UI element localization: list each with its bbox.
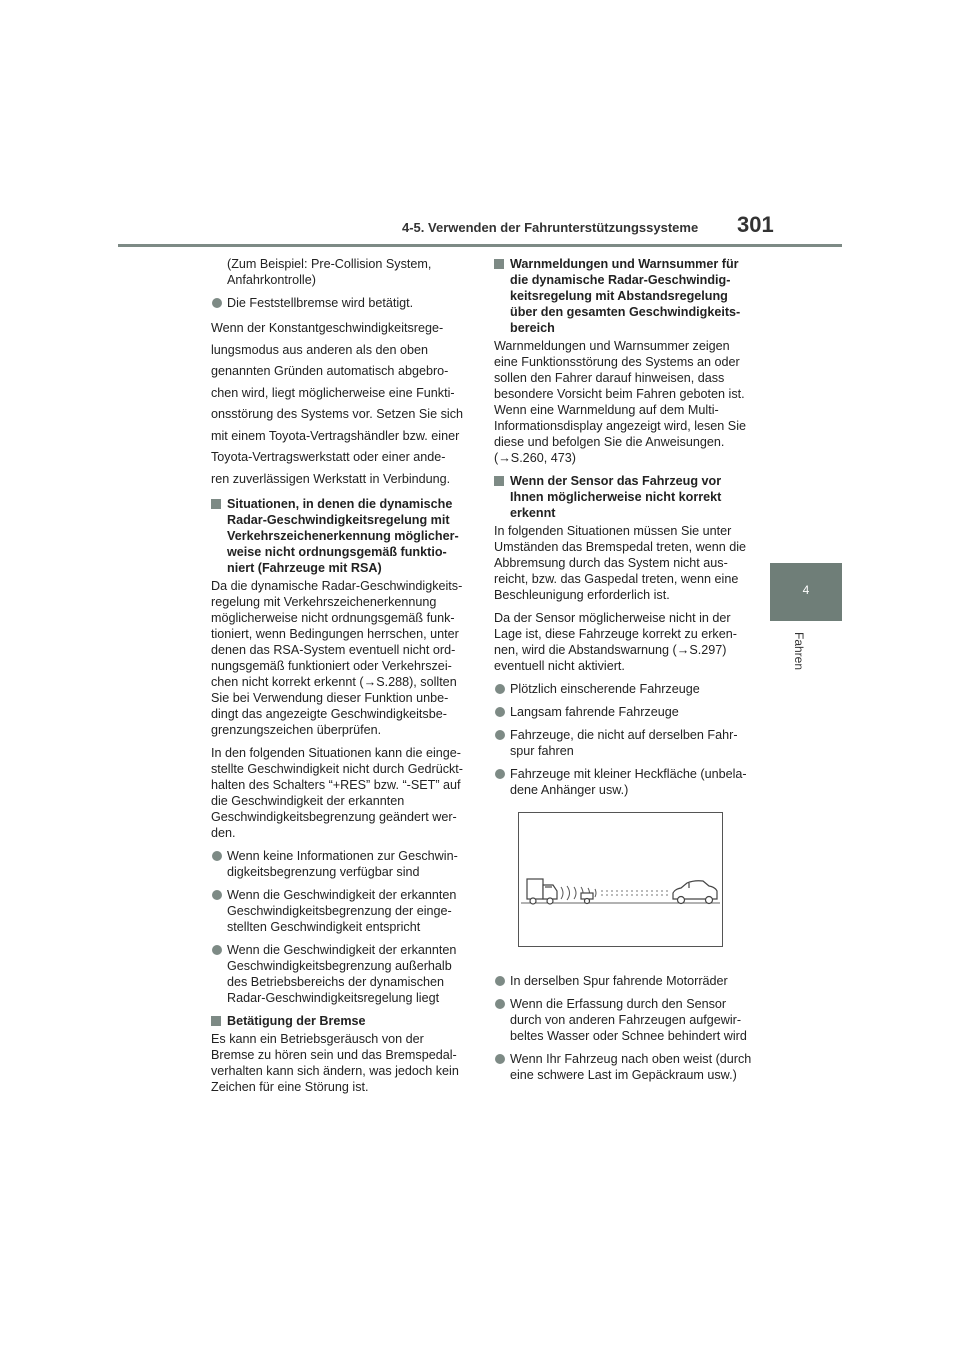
- malfunction-line: onsstörung des Systems vor. Setzen Sie sich: [211, 407, 463, 421]
- rsa-heading: Situationen, in denen die dynamische Radar-Geschwindigkeitsregelung mit Verkehrszeichenerkennung möglicher-weise nicht ordnungsgemäß funktio-niert (Fahrzeuge mit RSA): [211, 496, 466, 576]
- after-figure-bullet: Wenn Ihr Fahrzeug nach oben weist (durch eine schwere Last im Gepäckraum usw.): [494, 1051, 756, 1083]
- rsa-text-1: Da die dynamische Radar-Geschwindigkeits-regelung mit Verkehrszeichenerkennung möglicherweise nicht ordnungsgemäß funk-tioniert, wenn Bedingungen herrschen, unter denen das RSA-System eventuell nicht ord-nungsgemäß funktioniert oder Verkehrszei-chen nicht korrekt erkennt (→S.288), sollten Sie bei Verwendung dieser Funktion unbe-dingt das angezeigte Geschwindigkeitsbe-grenzungszeichen überprüfen.: [211, 579, 463, 737]
- page-header: [0, 0, 960, 250]
- warning-heading: Warnmeldungen und Warnsummer für die dynamische Radar-Geschwindig-keitsregelung mit Abstandsregelung über den gesamten Geschwindigkeits-bereich: [494, 256, 756, 336]
- malfunction-line: Wenn der Konstantgeschwindigkeitsrege-: [211, 321, 444, 335]
- malfunction-line: Toyota-Vertragswerkstatt oder einer ande-: [211, 450, 446, 464]
- dotted-beam-icon: [601, 891, 671, 895]
- after-figure-bullet: Wenn die Erfassung durch den Sensor durch von anderen Fahrzeugen aufgewir-beltes Wasser oder Schnee behindert wird: [494, 996, 756, 1044]
- sensor-bullet: Langsam fahrende Fahrzeuge: [494, 704, 756, 720]
- small-trailer-icon: [581, 893, 593, 904]
- sensor-illustration-svg: [519, 813, 722, 946]
- right-column: [494, 256, 756, 1090]
- section-title: 4-5. Verwenden der Fahrunterstützungssysteme: [402, 220, 699, 235]
- malfunction-paragraph: [211, 318, 466, 490]
- left-column: [211, 256, 466, 1102]
- page-number: 301: [737, 212, 774, 237]
- sensor-text-1: In folgenden Situationen müssen Sie unter Umständen das Bremspedal treten, wenn die Abbremsung durch das System nicht aus-reicht, bzw. das Gaspedal treten, wenn eine Beschleunigung erforderlich ist.: [494, 524, 747, 602]
- warning-text: Warnmeldungen und Warnsummer zeigen eine Funktionsstörung des Systems an oder sollen den Fahrer darauf hinweisen, dass besondere Vorsicht beim Fahren geboten ist. Wenn eine Warnmeldung auf dem Multi-Informationsdisplay angezeigt wird, lesen Sie diese und befolgen Sie die Anweisungen. (→S.260, 473): [494, 339, 747, 465]
- header-divider: [118, 244, 842, 247]
- brake-text: Es kann ein Betriebsgeräusch von der Bremse zu hören sein und das Bremspedal-verhalten kann sich ändern, was jedoch kein Zeichen für eine Störung ist.: [211, 1032, 459, 1094]
- malfunction-line: chen wird, liegt möglicherweise eine Funkti-: [211, 385, 455, 400]
- chapter-number: 4: [802, 583, 810, 597]
- malfunction-line: mit einem Toyota-Vertragshändler bzw. einer: [211, 428, 460, 443]
- rsa-bullet: Wenn die Geschwindigkeit der erkannten Geschwindigkeitsbegrenzung der einge-stellten Geschwindigkeit entspricht: [211, 887, 466, 935]
- after-figure-bullet: In derselben Spur fahrende Motorräder: [494, 973, 756, 989]
- sensor-bullet: Fahrzeuge, die nicht auf derselben Fahr-spur fahren: [494, 727, 756, 759]
- bullet-parking-brake: Die Feststellbremse wird betätigt.: [211, 295, 466, 311]
- brake-heading: Betätigung der Bremse: [211, 1013, 466, 1029]
- sensor-bullet: Plötzlich einscherende Fahrzeuge: [494, 681, 756, 697]
- sensor-text-2: Da der Sensor möglicherweise nicht in der Lage ist, diese Fahrzeuge korrekt zu erken-nen, wird die Abstandswarnung (→S.297) eventuell nicht aktiviert.: [494, 611, 737, 673]
- truck-icon: [527, 879, 557, 904]
- car-icon: [673, 881, 717, 904]
- malfunction-line: lungsmodus aus anderen als den oben: [211, 342, 429, 357]
- malfunction-line: genannten Gründen automatisch abgebro-: [211, 364, 449, 378]
- rsa-text-2: In den folgenden Situationen kann die einge-stellte Geschwindigkeit nicht durch Gedrückt-halten des Schalters “+RES” bzw. “-SET” auf die Geschwindigkeit der erkannten Geschwindigkeitsbegrenzung geändert wer-den.: [211, 746, 463, 840]
- intro-continuation: (Zum Beispiel: Pre-Collision System, Anfahrkontrolle): [227, 257, 432, 287]
- sensor-bullet: Fahrzeuge mit kleiner Heckfläche (unbela-dene Anhänger usw.): [494, 766, 756, 798]
- chapter-label: Fahren: [792, 632, 806, 671]
- rsa-bullet: Wenn keine Informationen zur Geschwin-digkeitsbegrenzung verfügbar sind: [211, 848, 466, 880]
- sensor-illustration: [518, 812, 723, 947]
- sensor-heading: Wenn der Sensor das Fahrzeug vor Ihnen möglicherweise nicht korrekt erkennt: [494, 473, 756, 521]
- rsa-bullet: Wenn die Geschwindigkeit der erkannten Geschwindigkeitsbegrenzung außerhalb des Betriebsbereichs der dynamischen Radar-Geschwindigkeitsregelung liegt: [211, 942, 466, 1006]
- malfunction-line: ren zuverlässigen Werkstatt in Verbindung.: [211, 471, 451, 486]
